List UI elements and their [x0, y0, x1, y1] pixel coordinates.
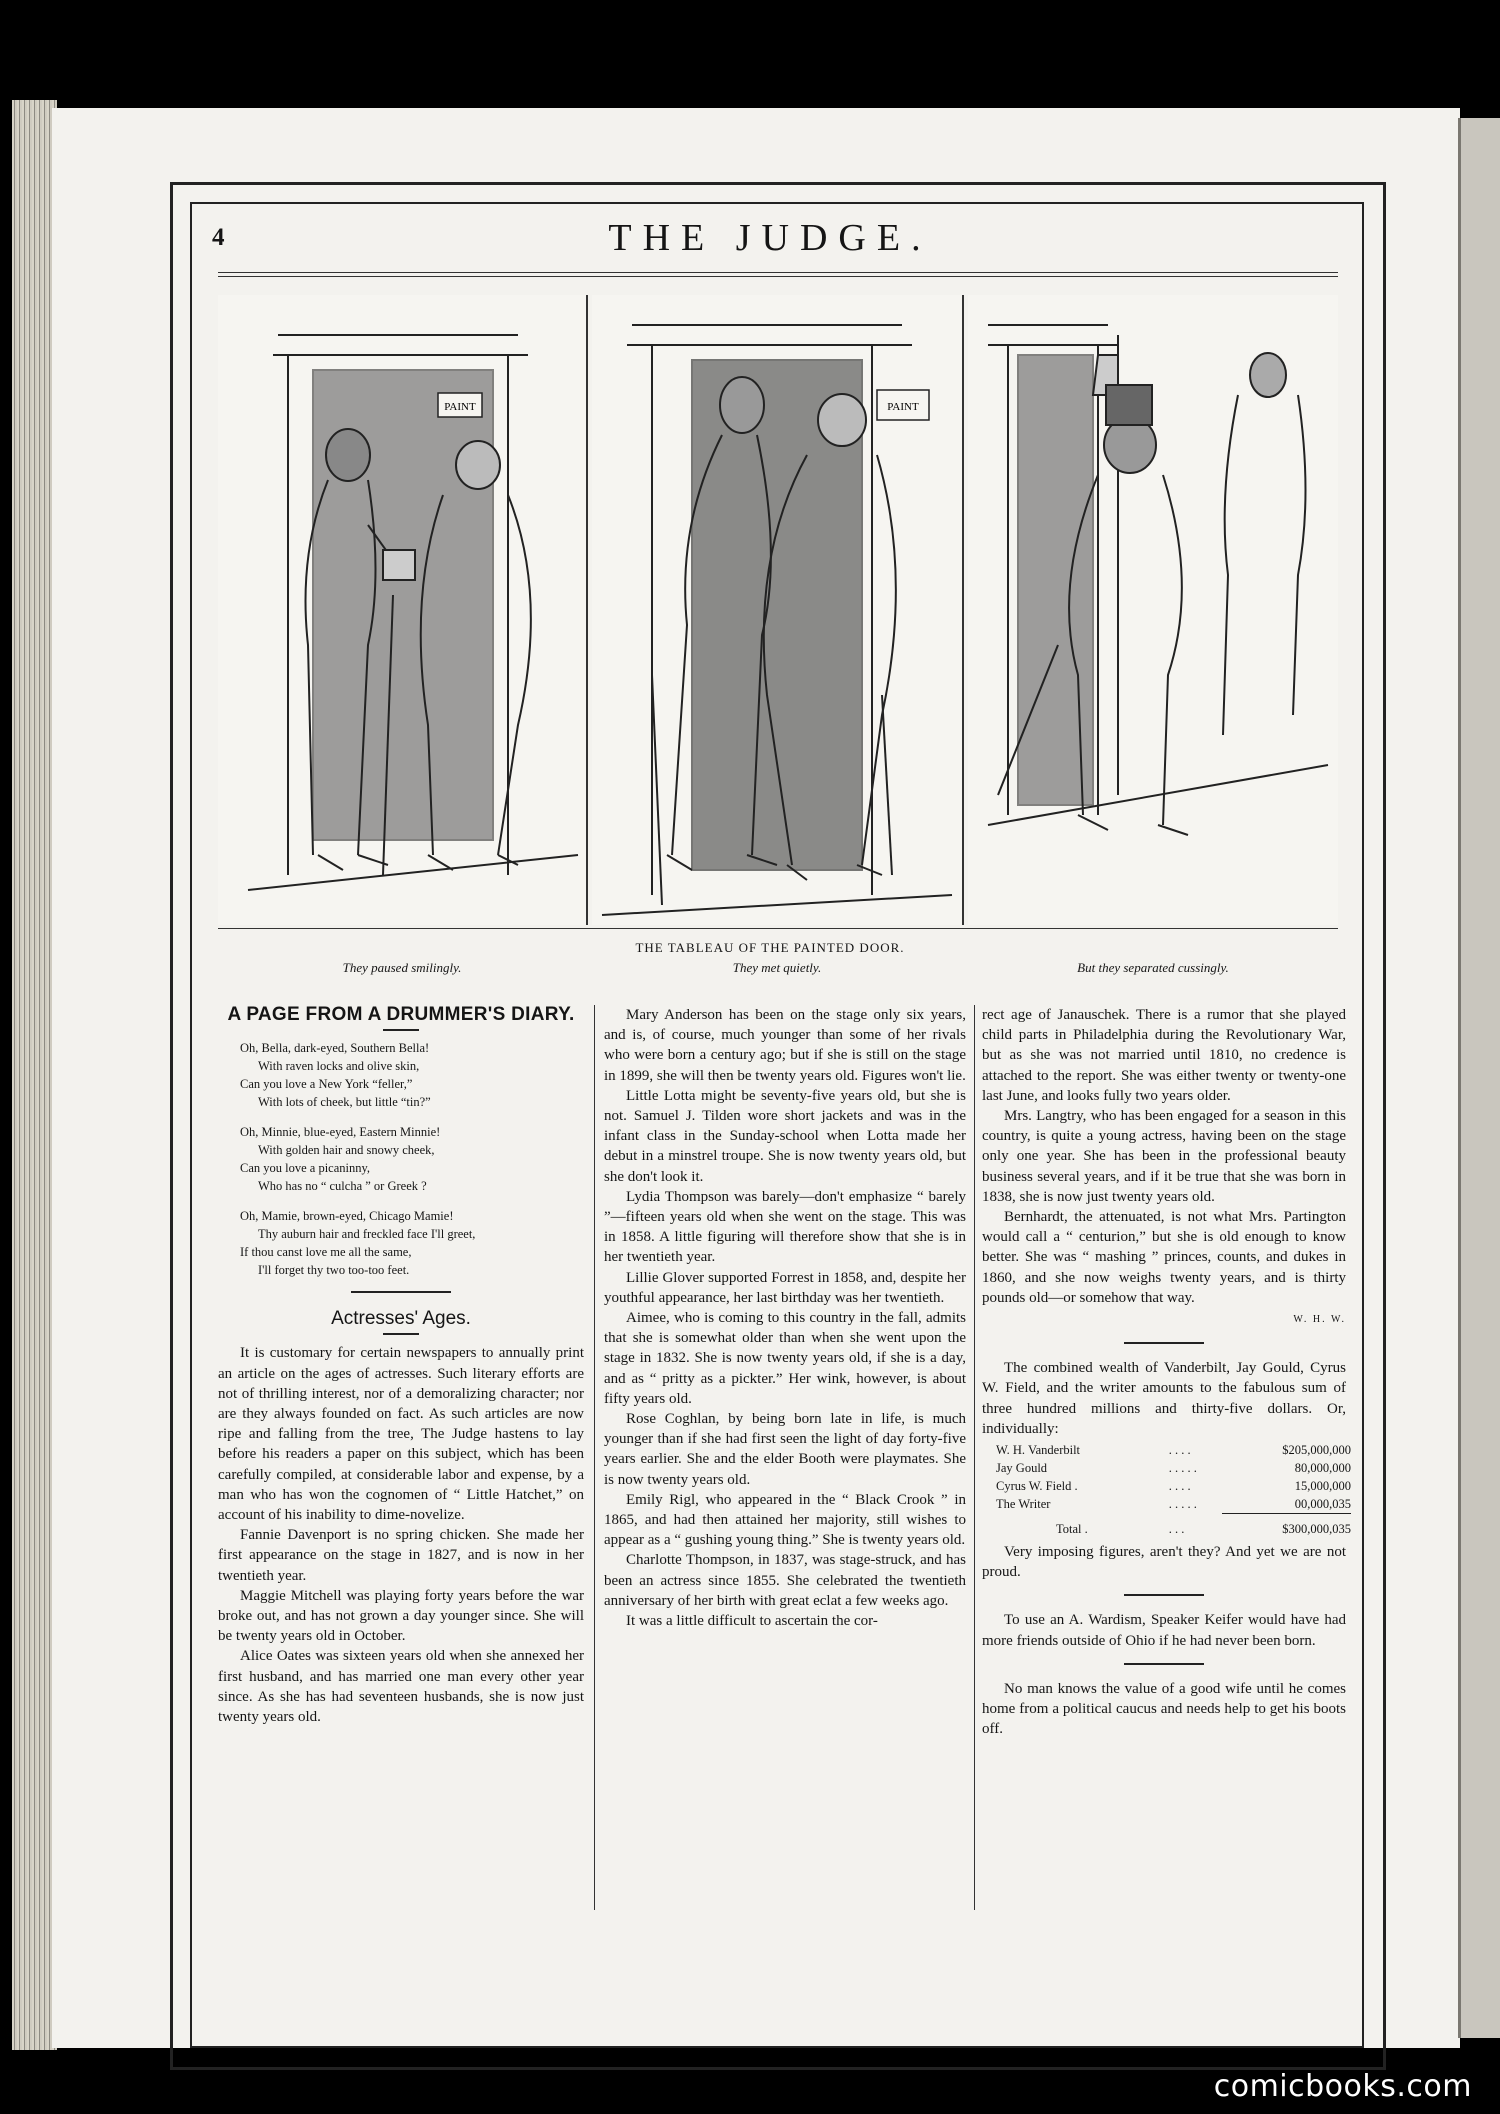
- poem-stanza: [240, 1123, 584, 1195]
- poem-line: If thou canst love me all the same,: [240, 1245, 412, 1260]
- text-column-3: [982, 1005, 1351, 1739]
- cartoon-caption-3: But they separated cussingly.: [1077, 960, 1229, 975]
- paragraph: No man knows the value of a good wife until he comes home from a political caucus and needs help to get his boots off.: [982, 1680, 1346, 1738]
- table-total-row: Total . . . . $300,000,035: [1056, 1521, 1351, 1537]
- cartoon-illustration-3: [968, 295, 1338, 925]
- poem-line: Who has no “ culcha ” or Greek ?: [258, 1179, 427, 1194]
- next-page-edge: [1458, 118, 1500, 2038]
- table-row: Jay Gould . . . . . 80,000,000: [996, 1461, 1351, 1476]
- poem-line: Oh, Bella, dark-eyed, Southern Bella!: [240, 1041, 430, 1056]
- cartoon-panel-2: [592, 295, 962, 925]
- paint-sign-text: PAINT: [887, 401, 919, 413]
- paragraph: Bernhardt, the attenuated, is not what Mrs. Partington would call a “ centurion,” but she is old enough to know better. She was “ mashing ” princes, counts, and dukes in 1860, and she now weighs twenty years, and is thirty pounds old—or somehow that way.: [982, 1209, 1346, 1306]
- text-column-2: [604, 1005, 966, 1631]
- paragraph: Alice Oates was sixteen years old when she annexed her first husband, and has married one man every other year since. As she has had seventeen husbands, she is now just twenty years old.: [218, 1648, 584, 1726]
- cartoon-caption-1: They paused smilingly.: [342, 960, 462, 975]
- paragraph: It is customary for certain newspapers to annually print an article on the ages of actresses. Such literary efforts are not of thrilling interest, nor of a demoralizing character; nor are they always founded on fact. As such articles are now ripe and falling from the tree, The Judge hastens to lay before his readers a paper on this subject, which has been carefully compiled, at considerable labor and expense, by a man who has won the cognomen of “ Little Hatchet,” on account of his inability to dime-novelize.: [218, 1345, 584, 1524]
- panel-divider: [962, 295, 964, 925]
- paragraph: Maggie Mitchell was playing forty years before the war broke out, and has not grown a day younger since. She will be twenty years old in October.: [218, 1587, 584, 1645]
- paragraph: Aimee, who is coming to this country in the fall, admits that she is somewhat older than when she went upon the stage in 1832. She is now twenty years old, if she is a day, and as “ pritty as a pickter.” Her wink, however, is about fifty years old.: [604, 1310, 966, 1407]
- diary-title: A PAGE FROM A DRUMMER'S DIARY.: [227, 1004, 575, 1025]
- cartoon-panel-3: [968, 295, 1338, 925]
- paragraph: Lillie Glover supported Forrest in 1858, and, despite her youthful appearance, her last birthday was her twentieth.: [604, 1269, 966, 1306]
- table-row: The Writer . . . . . 00,000,035: [996, 1495, 1351, 1514]
- column-divider: [594, 1005, 595, 1910]
- author-signature: W. H. W.: [1293, 1314, 1346, 1326]
- cartoon-panel-1: [218, 295, 586, 925]
- paragraph: The combined wealth of Vanderbilt, Jay Gould, Cyrus W. Field, and the writer amounts to the fabulous sum of three hundred millions and thirty-five dollars. Or, individually:: [982, 1360, 1346, 1437]
- paragraph: Lydia Thompson was barely—don't emphasize “ barely ”—fifteen years old when she went on the stage. This was in 1858. A little figuring will therefore show that she is in her twentieth year.: [604, 1188, 966, 1266]
- book-page-edges: [12, 100, 57, 2050]
- watermark-text: comicbooks.com: [1213, 2069, 1472, 2104]
- column-divider: [974, 1005, 975, 1910]
- paragraph: To use an A. Wardism, Speaker Keifer would have had more friends outside of Ohio if he had never been born.: [982, 1612, 1346, 1649]
- paint-sign-text: PAINT: [444, 401, 476, 413]
- cartoon-illustration-1: [218, 295, 586, 925]
- paragraph: Rose Coghlan, by being born late in life, is much younger than if she had first seen the light of day forty-five years earlier. She and the elder Booth were playmates. She is now twenty years old.: [604, 1411, 966, 1488]
- page-number: 4: [212, 224, 225, 251]
- paragraph: Mrs. Langtry, who has been engaged for a season in this country, is quite a young actress, having been on the stage only one year. She has been in the professional beauty business several years, and if it be true that she was born in 1838, she is now just twenty years old.: [982, 1108, 1346, 1205]
- paragraph: It was a little difficult to ascertain the cor-: [626, 1613, 878, 1630]
- poem-line: With raven locks and olive skin,: [258, 1059, 420, 1074]
- actresses-title: Actresses' Ages.: [331, 1308, 471, 1330]
- wealth-table: [996, 1441, 1351, 1538]
- paragraph: Mary Anderson has been on the stage only six years, and is, of course, much younger than some of her rivals who were born a century ago; but if she is still on the stage in 1899, she will then be twenty years old. Figures won't lie.: [604, 1007, 966, 1084]
- paragraph: Very imposing figures, aren't they? And yet we are not proud.: [982, 1544, 1346, 1581]
- poem-line: I'll forget thy two too-too feet.: [258, 1263, 410, 1278]
- section-rule: [1124, 1342, 1204, 1344]
- table-row: W. H. Vanderbilt . . . . $205,000,000: [996, 1443, 1351, 1458]
- masthead-title: THE JUDGE.: [608, 217, 932, 259]
- poem-line: Oh, Minnie, blue-eyed, Eastern Minnie!: [240, 1125, 441, 1140]
- text-column-1: [218, 1005, 584, 1727]
- paragraph: Little Lotta might be seventy-five years old, but she is not. Samuel J. Tilden wore short jackets and was in the infant class in the Sunday-school when Lotta made her debut in a minstrel troupe. She is now twenty years old, but she don't look it.: [604, 1087, 966, 1185]
- title-rule: [383, 1333, 419, 1335]
- title-rule: [383, 1029, 419, 1031]
- table-row: Cyrus W. Field . . . . . 15,000,000: [996, 1479, 1351, 1494]
- poem-line: Thy auburn hair and freckled face I'll greet,: [258, 1227, 476, 1242]
- section-rule: [1124, 1594, 1204, 1596]
- poem-line: With golden hair and snowy cheek,: [258, 1143, 435, 1158]
- cartoon-caption-2: They met quietly.: [732, 960, 822, 975]
- section-rule: [1124, 1663, 1204, 1665]
- poem-stanza: [240, 1207, 584, 1279]
- paragraph: rect age of Janauschek. There is a rumor that she played child parts in Philadelphia during the Revolutionary War, but as she was not married until 1810, no credence is attached to the report. She was either twenty or twenty-one last June, and looks fully two years older.: [982, 1007, 1346, 1104]
- paragraph: Emily Rigl, who appeared in the “ Black Crook ” in 1865, and had then attained her majority, still wishes to appear as a “ gushing young thing.” She is twenty years old.: [604, 1491, 966, 1549]
- cartoon-illustration-2: [592, 295, 962, 925]
- paragraph: Fannie Davenport is no spring chicken. She made her first appearance on the stage in 1827, and is now in her twentieth year.: [218, 1527, 584, 1584]
- poem-line: Can you love a picaninny,: [240, 1161, 371, 1176]
- cartoon-title: THE TABLEAU OF THE PAINTED DOOR.: [635, 940, 905, 955]
- panel-divider: [586, 295, 588, 925]
- poem-line: With lots of cheek, but little “tin?”: [258, 1095, 431, 1110]
- section-rule: [351, 1291, 451, 1293]
- poem-line: Oh, Mamie, brown-eyed, Chicago Mamie!: [240, 1209, 454, 1224]
- masthead-rule: [218, 272, 1338, 277]
- cartoon-bottom-rule: [218, 928, 1338, 929]
- paragraph: Charlotte Thompson, in 1837, was stage-struck, and has been an actress since 1855. She celebrated the twentieth anniversary of her birth with great eclat a few weeks ago.: [604, 1552, 966, 1609]
- poem-stanza: [240, 1039, 584, 1111]
- poem-line: Can you love a New York “feller,”: [240, 1077, 413, 1092]
